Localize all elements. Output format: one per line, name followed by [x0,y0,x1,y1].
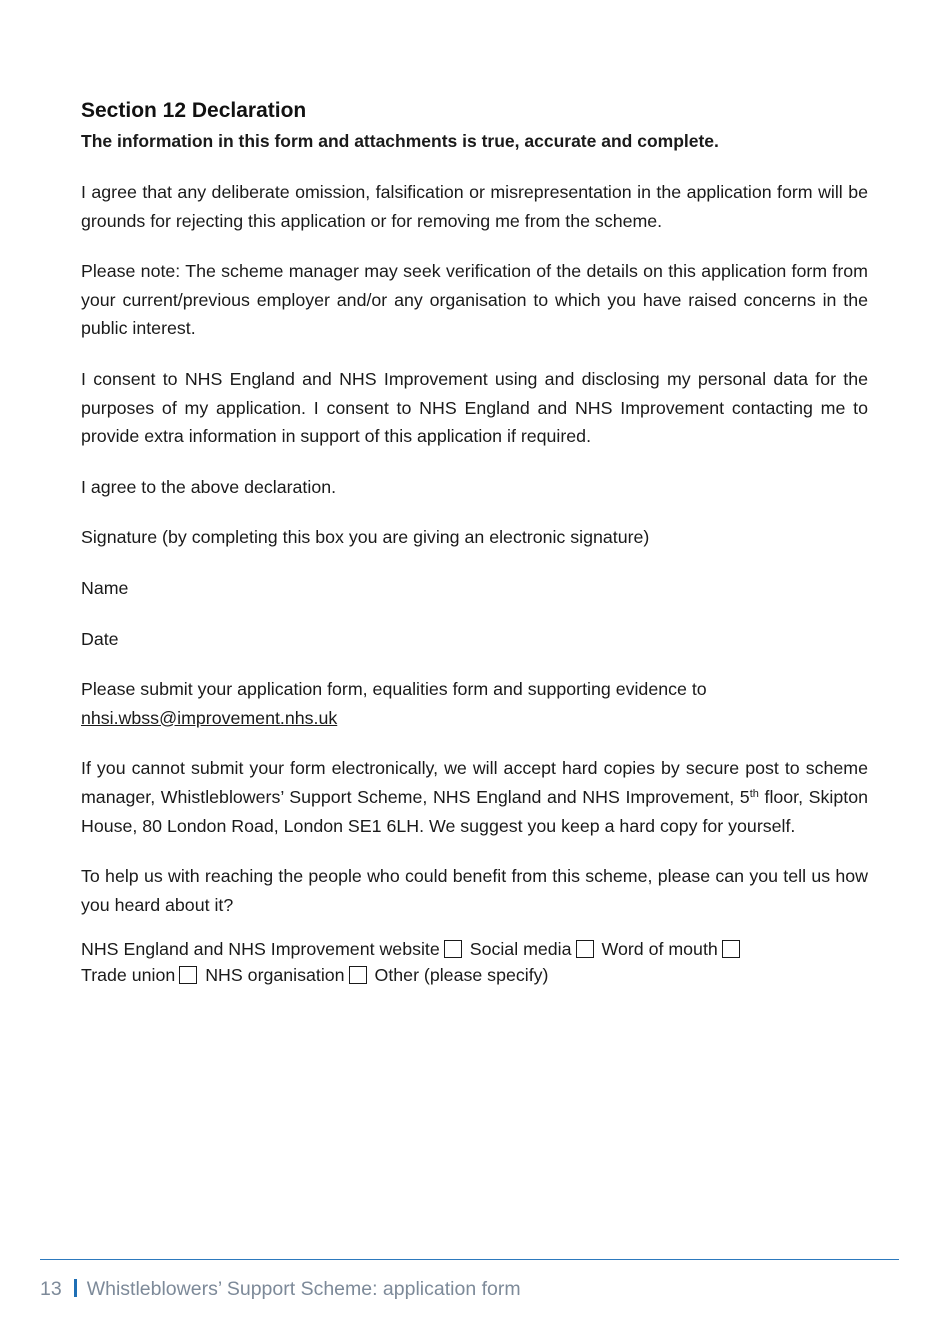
section-title: Section 12 Declaration [81,99,307,122]
option-trade-union-label: Trade union [81,964,176,985]
page-footer [40,1276,521,1302]
option-social-media [470,939,597,959]
declaration-section [81,96,868,988]
option-social-media-label: Social media [469,939,572,960]
word-of-mouth-checkbox[interactable] [722,940,740,958]
section-subtitle: The information in this form and attachments is true, accurate and complete. [81,131,719,151]
consent-paragraph: I consent to NHS England and NHS Improvement using and disclosing my personal data for the purposes of my application. I consent to NHS England and NHS Improvement contacting me to provide extra information in support of this application if required. [81,368,868,447]
option-website [81,939,465,959]
option-word-of-mouth-label: Word of mouth [601,939,718,960]
postal-paragraph [81,754,868,840]
verification-note-paragraph: Please note: The scheme manager may seek verification of the details on this application form from your current/previous employer and/or any organisation to which you have raised concerns in the public interest. [81,261,868,339]
submit-email-link[interactable]: nhsi.wbss@improvement.nhs.uk [81,707,338,728]
ordinal-suffix: th [749,787,759,800]
footer-separator-bar [74,1279,77,1297]
option-nhs-organisation-label: NHS organisation [205,964,345,985]
social-media-checkbox[interactable] [576,940,594,958]
footer-divider [40,1259,899,1260]
option-word-of-mouth [601,939,742,959]
website-checkbox[interactable] [444,940,462,958]
date-label: Date [81,628,119,649]
heard-about-question: To help us with reaching the people who could benefit from this scheme, please can you tell us how you heard about it? [81,866,868,915]
trade-union-checkbox[interactable] [179,966,197,984]
agree-declaration-text: I agree to the above declaration. [81,476,337,497]
option-other-label: Other (please specify) [374,964,549,985]
postal-text-part1: If you cannot submit your form electronically, we will accept hard copies by secure post to scheme manager, Whistleblowers’ Support Scheme, NHS England and NHS Improvement, 5 [81,758,868,807]
signature-label: Signature (by completing this box you are giving an electronic signature) [81,527,650,548]
name-label: Name [81,577,129,598]
nhs-organisation-checkbox[interactable] [349,966,367,984]
submit-paragraph [81,675,868,732]
footer-document-title: Whistleblowers’ Support Scheme: application form [86,1278,521,1300]
submit-intro-text: Please submit your application form, equalities form and supporting evidence to [81,679,707,700]
option-website-label: NHS England and NHS Improvement website [81,939,440,960]
omission-paragraph: I agree that any deliberate omission, falsification or misrepresentation in the application form will be grounds for rejecting this application or for removing me from the scheme. [81,182,868,231]
heard-about-options [81,937,868,988]
option-trade-union [81,965,200,985]
postal-text-part2: floor, Skipton House, 80 London Road, London SE1 6LH. We suggest you keep a hard copy for yourself. [81,786,868,836]
option-nhs-organisation [205,965,369,985]
option-other [375,965,549,985]
page-number: 13 [40,1278,62,1300]
